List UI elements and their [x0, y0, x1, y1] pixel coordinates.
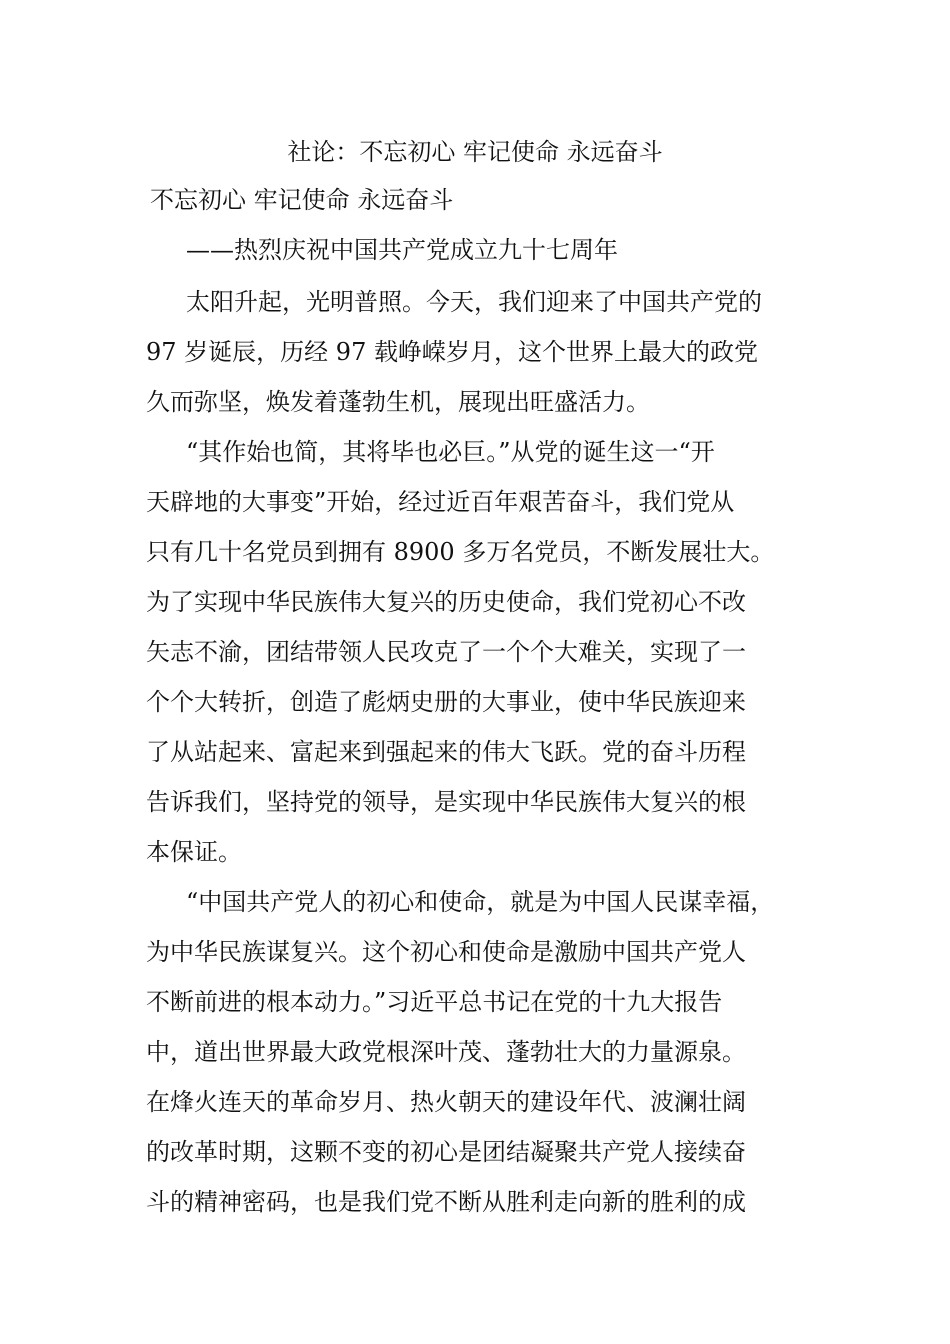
paragraph-3-line-1: “中国共产党人的初心和使命，就是为中国人民谋幸福，	[186, 888, 775, 916]
subtitle: 不忘初心 牢记使命 永远奋斗	[150, 186, 454, 214]
paragraph-2-line-5: 矢志不渝，团结带领人民攻克了一个个大难关，实现了一	[146, 638, 746, 666]
paragraph-1-line-3: 久而弥坚，焕发着蓬勃生机，展现出旺盛活力。	[146, 388, 650, 416]
tagline: ——热烈庆祝中国共产党成立九十七周年	[186, 236, 618, 264]
page-title: 社论：不忘初心 牢记使命 永远奋斗	[287, 138, 663, 166]
paragraph-2-line-2: 天辟地的大事变”开始，经过近百年艰苦奋斗，我们党从	[146, 488, 735, 516]
paragraph-3-line-2: 为中华民族谋复兴。这个初心和使命是激励中国共产党人	[146, 938, 746, 966]
paragraph-3-line-6: 的改革时期，这颗不变的初心是团结凝聚共产党人接续奋	[146, 1138, 746, 1166]
paragraph-2-line-9: 本保证。	[146, 838, 242, 866]
paragraph-1-line-1: 太阳升起，光明普照。今天，我们迎来了中国共产党的	[186, 288, 762, 316]
paragraph-2-line-3: 只有几十名党员到拥有 8900 多万名党员，不断发展壮大。	[146, 538, 775, 566]
paragraph-1-line-2: 97 岁诞辰，历经 97 载峥嵘岁月，这个世界上最大的政党	[146, 338, 758, 366]
paragraph-3-line-7: 斗的精神密码，也是我们党不断从胜利走向新的胜利的成	[146, 1188, 746, 1216]
paragraph-2-line-4: 为了实现中华民族伟大复兴的历史使命，我们党初心不改	[146, 588, 746, 616]
paragraph-3-line-4: 中，道出世界最大政党根深叶茂、蓬勃壮大的力量源泉。	[146, 1038, 746, 1066]
paragraph-2-line-7: 了从站起来、富起来到强起来的伟大飞跃。党的奋斗历程	[146, 738, 746, 766]
paragraph-2-line-1: “其作始也简，其将毕也必巨。”从党的诞生这一“开	[186, 438, 715, 466]
paragraph-2-line-6: 个个大转折，创造了彪炳史册的大事业，使中华民族迎来	[146, 688, 746, 716]
paragraph-3-line-3: 不断前进的根本动力。”习近平总书记在党的十九大报告	[146, 988, 723, 1016]
paragraph-2-line-8: 告诉我们，坚持党的领导，是实现中华民族伟大复兴的根	[146, 788, 746, 816]
paragraph-3-line-5: 在烽火连天的革命岁月、热火朝天的建设年代、波澜壮阔	[146, 1088, 746, 1116]
